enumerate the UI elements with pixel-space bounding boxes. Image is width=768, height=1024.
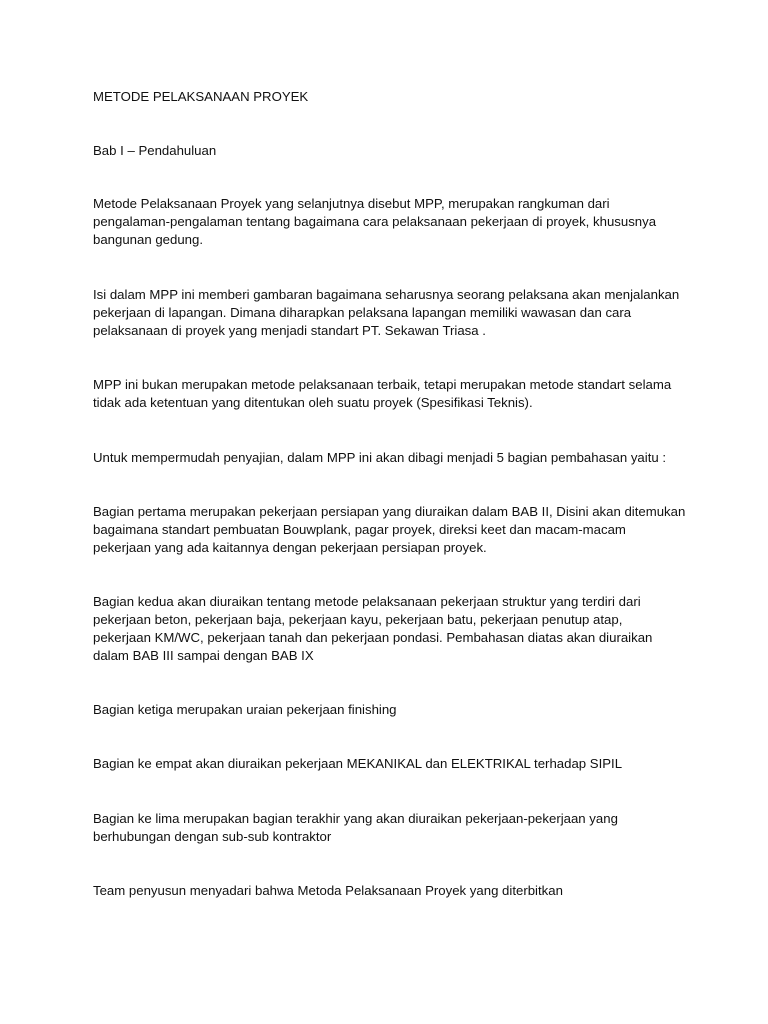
text-line: pelaksanaan di proyek yang menjadi standart PT. Sekawan Triasa . bbox=[93, 323, 486, 338]
document-title: METODE PELAKSANAAN PROYEK bbox=[93, 89, 309, 104]
text-line: dalam BAB III sampai dengan BAB IX bbox=[93, 648, 314, 663]
text-line: tidak ada ketentuan yang ditentukan oleh suatu proyek (Spesifikasi Teknis). bbox=[93, 395, 533, 410]
text-line: Bagian kedua akan diuraikan tentang metode pelaksanaan pekerjaan struktur yang terdiri dari bbox=[93, 594, 641, 609]
text-line: pengalaman-pengalaman tentang bagaimana cara pelaksanaan pekerjaan di proyek, khususnya bbox=[93, 214, 657, 229]
text-line: pekerjaan di lapangan. Dimana diharapkan pelaksana lapangan memiliki wawasan dan cara bbox=[93, 305, 632, 320]
text-line: bagaimana standart pembuatan Bouwplank, pagar proyek, direksi keet dan macam-macam bbox=[93, 522, 626, 537]
text-line: Bagian ke empat akan diuraikan pekerjaan MEKANIKAL dan ELEKTRIKAL terhadap SIPIL bbox=[93, 756, 623, 771]
text-line: berhubungan dengan sub-sub kontraktor bbox=[93, 829, 332, 844]
text-line: pekerjaan beton, pekerjaan baja, pekerjaan kayu, pekerjaan batu, pekerjaan penutup atap, bbox=[93, 612, 623, 627]
text-line: pekerjaan KM/WC, pekerjaan tanah dan pekerjaan pondasi. Pembahasan diatas akan diuraikan bbox=[93, 630, 653, 645]
text-line: Metode Pelaksanaan Proyek yang selanjutnya disebut MPP, merupakan rangkuman dari bbox=[93, 196, 610, 211]
text-line: bangunan gedung. bbox=[93, 232, 204, 247]
text-line: Bagian ketiga merupakan uraian pekerjaan finishing bbox=[93, 702, 397, 717]
text-line: Team penyusun menyadari bahwa Metoda Pelaksanaan Proyek yang diterbitkan bbox=[93, 883, 563, 898]
text-line: Bagian pertama merupakan pekerjaan persiapan yang diuraikan dalam BAB II, Disini akan ditemukan bbox=[93, 504, 686, 519]
text-line: MPP ini bukan merupakan metode pelaksanaan terbaik, tetapi merupakan metode standart selama bbox=[93, 377, 672, 392]
chapter-heading: Bab I – Pendahuluan bbox=[93, 143, 217, 158]
text-line: Isi dalam MPP ini memberi gambaran bagaimana seharusnya seorang pelaksana akan menjalankan bbox=[93, 287, 680, 302]
text-line: pekerjaan yang ada kaitannya dengan pekerjaan persiapan proyek. bbox=[93, 540, 487, 555]
text-line: Untuk mempermudah penyajian, dalam MPP ini akan dibagi menjadi 5 bagian pembahasan yaitu : bbox=[93, 450, 667, 465]
text-line: Bagian ke lima merupakan bagian terakhir yang akan diuraikan pekerjaan-pekerjaan yang bbox=[93, 811, 618, 826]
